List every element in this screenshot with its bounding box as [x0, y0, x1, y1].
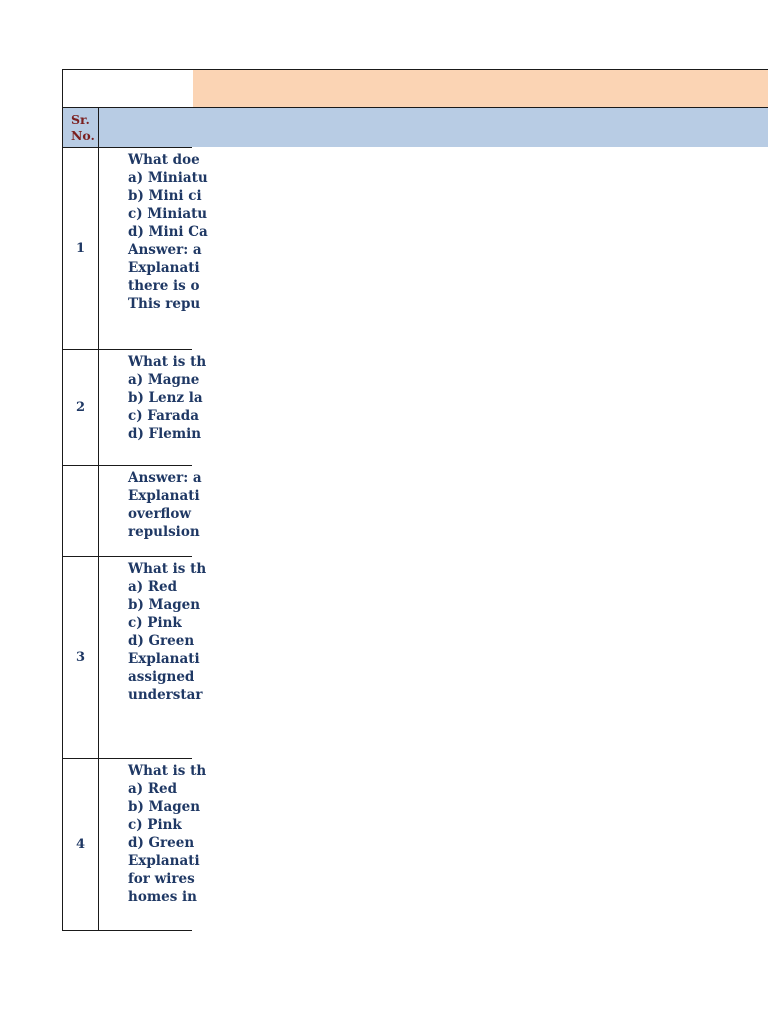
table-row [62, 758, 768, 930]
explanation-line: assigned [128, 669, 195, 685]
option-line: b) Magen [128, 799, 201, 815]
table-bottom-border [62, 930, 192, 931]
question-cell[interactable] [99, 147, 208, 349]
option-line: c) Farada [128, 408, 199, 424]
spreadsheet [62, 69, 768, 931]
sr-cell[interactable]: 4 [62, 758, 99, 930]
question-cell[interactable] [99, 349, 207, 465]
sr-cell[interactable]: 1 [62, 147, 99, 349]
title-band [62, 69, 768, 107]
sr-cell[interactable]: 2 [62, 349, 99, 465]
explanation-line: repulsion [128, 524, 200, 540]
header-question-cell[interactable] [99, 107, 768, 147]
explanation-line: overflow [128, 506, 191, 522]
question-line: What is th [128, 561, 207, 577]
header-sr-line1: Sr. [71, 111, 90, 127]
option-line: b) Mini ci [128, 188, 202, 204]
option-line: c) Pink [128, 817, 182, 833]
question-cell[interactable] [99, 556, 207, 758]
table-row [62, 556, 768, 758]
option-line: d) Green [128, 835, 195, 851]
option-line: d) Flemin [128, 426, 202, 442]
table-row [62, 349, 768, 465]
sr-cell[interactable] [62, 465, 99, 556]
explanation-line: Explanati [128, 651, 200, 667]
table-row [62, 147, 768, 349]
option-line: b) Magen [128, 597, 201, 613]
question-line: What doe [128, 152, 200, 168]
question-line: What is th [128, 354, 207, 370]
question-cell[interactable] [99, 465, 202, 556]
option-line: a) Magne [128, 372, 200, 388]
explanation-line: Explanati [128, 853, 200, 869]
table-row [62, 465, 768, 556]
explanation-line: Explanati [128, 488, 200, 504]
title-blank-cell[interactable] [63, 70, 193, 107]
explanation-line: for wires [128, 871, 195, 887]
question-line: What is th [128, 763, 207, 779]
option-line: d) Green [128, 633, 195, 649]
explanation-line: homes in [128, 889, 197, 905]
header-row [62, 107, 768, 147]
explanation-line: there is o [128, 278, 200, 294]
explanation-line: This repu [128, 296, 201, 312]
option-line: a) Red [128, 579, 178, 595]
option-line: c) Miniatu [128, 206, 208, 222]
option-line: c) Pink [128, 615, 182, 631]
option-line: b) Lenz la [128, 390, 203, 406]
header-sr-cell[interactable] [62, 107, 99, 147]
option-line: d) Mini Ca [128, 224, 208, 240]
option-line: a) Miniatu [128, 170, 208, 186]
answer-line: Answer: a [128, 470, 202, 486]
option-line: a) Red [128, 781, 178, 797]
question-cell[interactable] [99, 758, 207, 930]
answer-line: Answer: a [128, 242, 202, 258]
explanation-line: Explanati [128, 260, 200, 276]
explanation-line: understar [128, 687, 203, 703]
sr-cell[interactable]: 3 [62, 556, 99, 758]
header-sr-line2: No. [71, 127, 95, 143]
